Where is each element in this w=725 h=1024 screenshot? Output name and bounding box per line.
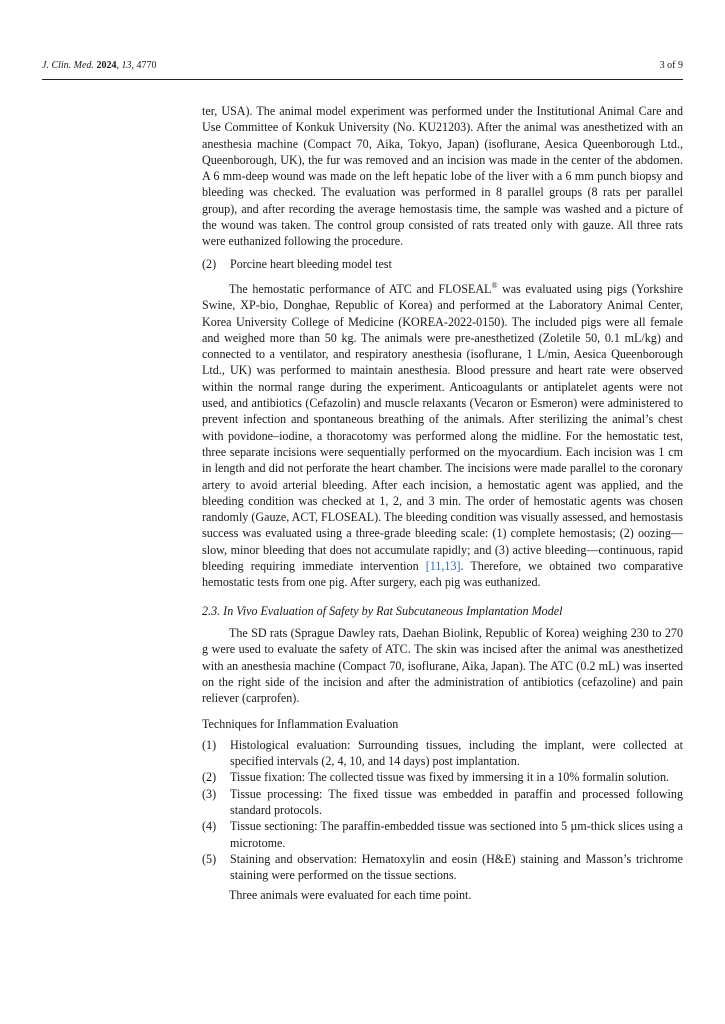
list-item <box>202 851 683 884</box>
subheading-title: Porcine heart bleeding model test <box>230 256 392 271</box>
citation-link[interactable]: [11,13] <box>425 559 461 574</box>
list-item <box>202 818 683 851</box>
article-number: 4770 <box>136 60 157 71</box>
subheading-number: (2) <box>202 256 217 271</box>
techniques-list <box>202 737 683 884</box>
list-item-text: Staining and observation: Hematoxylin and eosin (H&E) staining and Masson’s trichrome staining were performed on the tissue sections. <box>230 851 683 883</box>
journal-citation: J. Clin. Med. 2024, 13, 4770 <box>42 60 157 71</box>
paragraph-liver-model: ter, USA). The animal model experiment was performed under the Institutional Animal Care and Use Committee of Konkuk University (No. KU21203). After the animal was anesthetized with an anesthesia machine (Compact 70, Aika, Tokyo, Japan) (isoflurane, Aesica Queenborough Ltd., Queenborough, UK), the fur was removed and an incision was made in the center of the abdomen. A 6 mm-deep wound was made on the left hepatic lobe of the liver with a 6 mm punch biopsy and bleeding was checked. The evaluation was performed in 8 parallel groups (8 rats per parallel group), and after recording the average hemostasis time, the sample was washed and a picture of the wound was taken. The control group consisted of rats treated only with gauze. All three rats were euthanized following the procedure. <box>202 104 683 249</box>
list-item-text: Tissue sectioning: The paraffin-embedded tissue was sectioned into 5 µm-thick slices using a microtome. <box>230 819 683 850</box>
list-item-number: (5) <box>202 851 217 866</box>
list-item <box>202 737 683 770</box>
paragraph-porcine-model <box>202 278 683 591</box>
porcine-text-a: The hemostatic performance of ATC and FLOSEAL <box>229 282 492 296</box>
running-header <box>42 60 683 71</box>
list-item-text: Histological evaluation: Surrounding tissues, including the implant, were collected at specified intervals (2, 4, 10, and 14 days) post implantation. <box>230 737 683 769</box>
porcine-text-b: was evaluated using pigs (Yorkshire Swine, XP-bio, Donghae, Republic of Korea) and performed at the Laboratory Animal Center, Korea University College of Medicine (KOREA-2022-0150). The included pigs were all female and weighed more than 50 kg. The animals were pre-anesthetized (Zoletile 50, 0.1 mL/kg) and connected to a ventilator, and respiratory anesthesia (isoflurane, 1 L/min, Aesica Queenborough Ltd., UK) was performed to maintain anesthesia. Blood pressure and heart rate were observed within the normal range during the experiment. Anticoagulants or antiplatelet agents were not used, and antibiotics (Cefazolin) and muscle relaxants (Vecaron or Esmeron) were administered to prevent infection and spontaneous breathing of the animals. After sterilizing the animal’s chest with povidone–iodine, a thoracotomy was performed along the midline. For the hemostatic test, three separate incisions were sequentially performed on the myocardium. Each incision was 1 cm in length and did not perforate the heart chamber. The incisions were made parallel to the coronary artery to avoid arterial bleeding. After each incision, a hemostatic agent was applied, and the bleeding condition was checked at 1, 2, and 3 min. The order of hemostatic agents was chosen randomly (Gauze, ACT, FLOSEAL). The bleeding condition was visually assessed, and hemostasis success was evaluated using a three-grade bleeding scale: (1) complete hemostasis; (2) oozing—slow, minor bleeding that does not accumulate rapidly; and (3) active bleeding—continuous, rapid bleeding requiring immediate intervention <box>202 282 683 574</box>
subheading-porcine-model <box>202 256 683 272</box>
list-item-text: Tissue fixation: The collected tissue was fixed by immersing it in a 10% formalin solution. <box>230 770 670 785</box>
list-item-text: Tissue processing: The fixed tissue was embedded in paraffin and processed following standard protocols. <box>230 786 683 817</box>
list-item-number: (2) <box>202 770 217 785</box>
journal-year: 2024 <box>96 60 117 71</box>
list-item-number: (4) <box>202 819 217 834</box>
list-item <box>202 769 683 785</box>
techniques-title: Techniques for Inflammation Evaluation <box>202 717 399 732</box>
porcine-text-c: . Therefore, we obtained two comparative hemostatic tests from one pig. After surgery, each pig was euthanized. <box>202 559 683 590</box>
list-item-number: (3) <box>202 786 217 801</box>
list-item-number: (1) <box>202 737 217 752</box>
header-rule <box>42 79 683 80</box>
page-number: 3 of 9 <box>659 60 683 71</box>
journal-volume: 13 <box>121 60 132 71</box>
list-item <box>202 786 683 819</box>
paragraph-rat-implantation: The SD rats (Sprague Dawley rats, Daehan Biolink, Republic of Korea) weighing 230 to 270 g were used to evaluate the safety of ATC. The skin was incised after the animal was anesthetized with an anesthesia machine (Compact 70, isoflurane, Aika, Japan). The ATC (0.2 mL) was inserted on the right side of the incision and after the administration of antibiotics (cefazoline) and pain reliever (carprofen). <box>202 625 683 706</box>
journal-name: J. Clin. Med. <box>42 60 94 71</box>
section-heading-2-3: 2.3. In Vivo Evaluation of Safety by Rat Subcutaneous Implantation Model <box>202 603 563 618</box>
registered-mark: ® <box>491 280 498 290</box>
page-body <box>202 103 683 904</box>
closing-paragraph: Three animals were evaluated for each time point. <box>229 888 472 903</box>
